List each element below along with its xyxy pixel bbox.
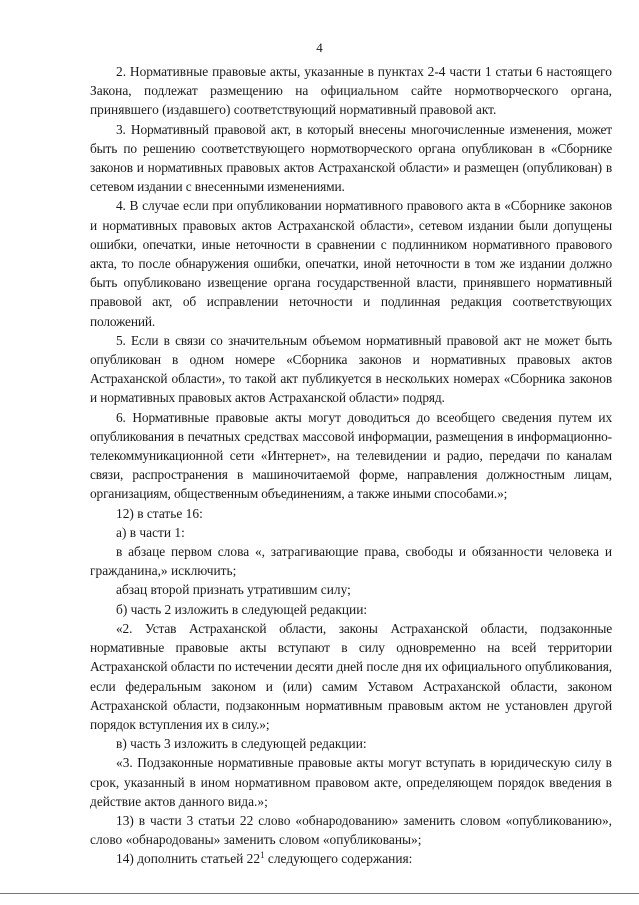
- paragraph-item-4: 4. В случае если при опубликовании нормативного правового акта в «Сборнике законов и нормативных правовых актов Астраханской области», сетевом издании были допущены ошибки, опечатки, иные неточности в сравнении с подлинником нормативного правового акта, то после обнаружения ошибки, опечатки, иной неточности в том же издании должно быть опубликовано извещение органа государственной власти, принявшего нормативный правовой акт, об исправлении неточности и подлинная редакция соответствующих положений.: [90, 198, 612, 329]
- paragraph-abzac-second: абзац второй признать утратившим силу;: [116, 582, 351, 598]
- bottom-divider: [0, 893, 639, 894]
- amendment-14-text-after: следующего содержания:: [264, 851, 413, 867]
- paragraph-amendment-14: [90, 849, 612, 868]
- paragraph-subitem-b: б) часть 2 изложить в следующей редакции:: [116, 601, 368, 617]
- amendment-14-text-before: 14) дополнить статьей 22: [116, 851, 261, 867]
- paragraph-part-3-text: «3. Подзаконные нормативные правовые акты могут вступать в юридическую силу в срок, указанный в ином нормативном правовом акте, определяющем порядок введения в действие актов данного вида.»;: [90, 755, 612, 809]
- paragraph-item-3: 3. Нормативный правовой акт, в который внесены многочисленные изменения, может быть по решению соответствующего нормотворческого органа опубликован в «Сборнике законов и нормативных правовых актов Астраханской области» и размещен (опубликован) в сетевом издании с внесенными изменениями.: [90, 121, 612, 195]
- article-superscript: 1: [260, 850, 265, 861]
- paragraph-subitem-a: а) в части 1:: [116, 524, 185, 540]
- paragraph-subitem-v: в) часть 3 изложить в следующей редакции:: [116, 736, 367, 752]
- page-number: 4: [316, 40, 323, 55]
- paragraph-item-6: 6. Нормативные правовые акты могут доводиться до всеобщего сведения путем их опубликования в печатных средствах массовой информации, размещения в информационно-телекоммуникационной сети «Интернет», на телевидении и радио, передачи по каналам связи, распространения в машиночитаемой форме, направления должностным лицам, организациям, общественным объединениям, а также иными способами.»;: [90, 409, 612, 502]
- paragraph-item-2: 2. Нормативные правовые акты, указанные в пунктах 2-4 части 1 статьи 6 настоящего Закона, подлежат размещению на официальном сайте нормотворческого органа, принявшего (издавшего) соответствующий нормативный правовой акт.: [90, 64, 612, 118]
- paragraph-amendment-12: 12) в статье 16:: [116, 505, 203, 521]
- paragraph-abzac-first: в абзаце первом слова «, затрагивающие права, свободы и обязанности человека и гражданина,» исключить;: [90, 544, 612, 579]
- paragraph-part-2-text: «2. Устав Астраханской области, законы Астраханской области, подзаконные нормативные правовые акты вступают в силу одновременно на всей территории Астраханской области по истечении десяти дней после дня их официального опубликования, если федеральным законом и (или) самим Уставом Астраханской области, законом Астраханской области, подзаконным нормативным правовым актом не установлен другой порядок вступления их в силу.»;: [90, 620, 612, 732]
- paragraph-item-5: 5. Если в связи со значительным объемом нормативный правовой акт не может быть опубликован в одном номере «Сборника законов и нормативных правовых актов Астраханской области», то такой акт публикуется в нескольких номерах «Сборника законов и нормативных правовых актов Астраханской области» подряд.: [90, 332, 612, 406]
- paragraph-amendment-13: 13) в части 3 статьи 22 слово «обнародованию» заменить словом «опубликованию», слово «обнародованы» заменить словом «опубликованы»;: [90, 812, 612, 848]
- document-body: [90, 62, 612, 869]
